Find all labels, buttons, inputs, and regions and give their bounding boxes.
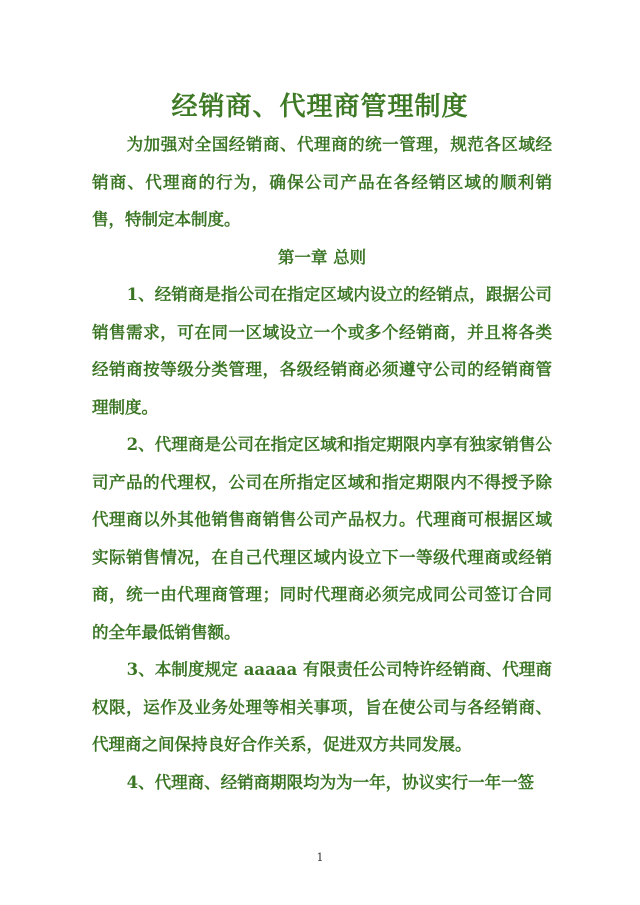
intro-paragraph: 为加强对全国经销商、代理商的统一管理，规范各区域经销商、代理商的行为，确保公司产品在各经销区域的顺利销售，特制定本制度。 [92,135,552,229]
article-2: 2、代理商是公司在指定区域和指定期限内享有独家销售公司产品的代理权，公司在所指定区域和指定期限内不得授予除代理商以外其他销售商销售公司产品权力。代理商可根据区域实际销售情况，在自己代理区域内设立下一等级代理商或经销商，统一由代理商管理；同时代理商必须完成同公司签订合同的全年最低销售额。 [92,435,552,642]
article-4: 4、代理商、经销商期限均为为一年，协议实行一年一签 [126,772,535,792]
page-number: 1 [316,851,324,864]
chapter-heading: 第一章 总则 [277,247,367,267]
document-title: 经销商、代理商管理制度 [171,92,469,122]
document-body [92,126,552,801]
article-1: 1、经销商是指公司在指定区域内设立的经销点，跟据公司销售需求，可在同一区域设立一个或多个经销商，并且将各类经销商按等级分类管理，各级经销商必须遵守公司的经销商管理制度。 [92,285,552,417]
article-3: 3、本制度规定 aaaaa 有限责任公司特许经销商、代理商权限，运作及业务处理等相关事项，旨在使公司与各经销商、代理商之间保持良好合作关系，促进双方共同发展。 [92,660,552,754]
